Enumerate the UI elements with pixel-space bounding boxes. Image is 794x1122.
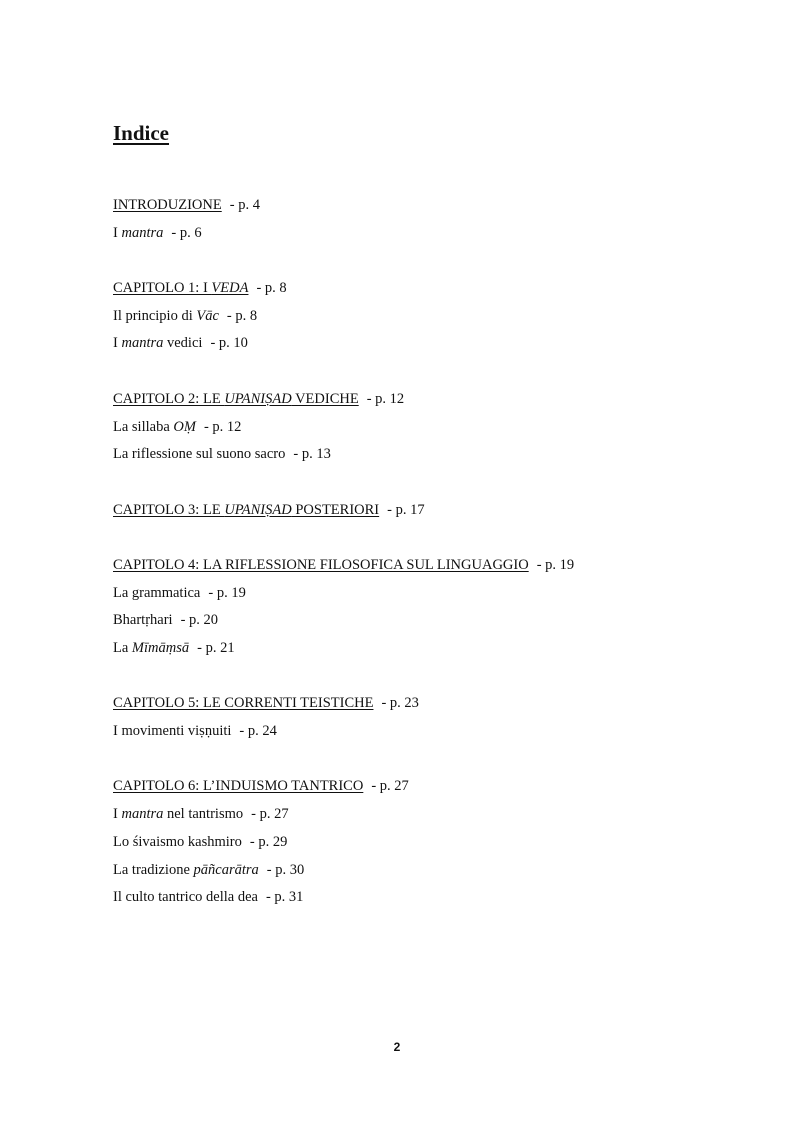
toc-title bbox=[113, 889, 258, 905]
toc-page-ref: - p. 27 bbox=[251, 806, 289, 823]
toc-title-part: vedici bbox=[163, 335, 203, 352]
toc-title-part: Il culto tantrico della dea bbox=[113, 889, 258, 906]
page-number: 2 bbox=[393, 1040, 401, 1054]
toc-spacer bbox=[113, 361, 713, 389]
toc-title-part: I bbox=[113, 806, 122, 823]
toc-title-part: CAPITOLO 4: LA RIFLESSIONE FILOSOFICA SUL LINGUAGGIO bbox=[113, 556, 529, 573]
toc-title-part: Lo śivaismo kashmiro bbox=[113, 833, 242, 850]
toc-page-ref: - p. 12 bbox=[203, 418, 242, 435]
toc-page-ref: - p. 13 bbox=[293, 446, 331, 463]
toc-page-ref: - p. 23 bbox=[381, 695, 419, 712]
toc-title-part: I bbox=[113, 335, 122, 352]
toc-entry bbox=[113, 638, 713, 666]
toc-title bbox=[113, 391, 359, 407]
toc-title-part: La riflessione sul suono sacro bbox=[113, 446, 286, 463]
toc-entry bbox=[113, 887, 713, 915]
toc-chapter bbox=[113, 555, 713, 583]
toc-spacer bbox=[113, 666, 713, 694]
toc-chapter bbox=[113, 500, 713, 528]
toc-chapter bbox=[113, 278, 713, 306]
toc-spacer bbox=[113, 749, 713, 777]
toc-title-part: CAPITOLO 2: LE bbox=[113, 390, 225, 407]
toc-title-part: La grammatica bbox=[113, 584, 201, 601]
toc-title bbox=[113, 640, 189, 656]
toc-title bbox=[113, 335, 202, 351]
toc-title-part: OṂ bbox=[173, 418, 196, 435]
toc-chapter bbox=[113, 776, 713, 804]
toc-title bbox=[113, 502, 379, 518]
toc-page-ref: - p. 12 bbox=[366, 390, 405, 407]
toc-page-ref: - p. 8 bbox=[226, 307, 258, 324]
toc-spacer bbox=[113, 527, 713, 555]
toc-entry bbox=[113, 804, 713, 832]
toc-title bbox=[113, 557, 529, 573]
toc-title bbox=[113, 308, 219, 324]
toc-chapter bbox=[113, 195, 713, 223]
toc-title bbox=[113, 446, 285, 462]
toc-title-part: VEDICHE bbox=[291, 390, 359, 407]
toc-title bbox=[113, 695, 373, 711]
toc-title-part: La tradizione bbox=[113, 861, 194, 878]
toc-chapter bbox=[113, 389, 713, 417]
toc-entry bbox=[113, 417, 713, 445]
toc-page-ref: - p. 21 bbox=[197, 640, 235, 656]
toc-page-ref: - p. 30 bbox=[266, 861, 305, 878]
toc-title-part: I movimenti viṣṇuiti bbox=[113, 723, 232, 740]
toc-title-part: Mīmāṃsā bbox=[131, 640, 190, 656]
toc-entry bbox=[113, 306, 713, 334]
toc-title-part: mantra bbox=[121, 224, 164, 241]
toc-page-ref: - p. 19 bbox=[536, 556, 575, 573]
toc-title-part: mantra bbox=[121, 335, 164, 352]
toc-page-ref: - p. 27 bbox=[371, 778, 409, 795]
toc-title-part: La bbox=[113, 640, 132, 656]
toc-page-ref: - p. 10 bbox=[210, 335, 248, 352]
toc-entry bbox=[113, 610, 713, 638]
toc-entry bbox=[113, 832, 713, 860]
toc-title-part: pāñcarātra bbox=[193, 861, 259, 878]
toc-entry bbox=[113, 860, 713, 888]
toc-page-ref: - p. 29 bbox=[249, 833, 288, 850]
toc-spacer bbox=[113, 250, 713, 278]
toc-title bbox=[113, 280, 248, 296]
toc-page-ref: - p. 4 bbox=[229, 197, 260, 213]
toc-entry bbox=[113, 721, 713, 749]
toc-page-ref: - p. 6 bbox=[171, 224, 202, 241]
toc-title bbox=[113, 723, 231, 739]
toc-title-part: I bbox=[113, 224, 122, 241]
toc-title-part: POSTERIORI bbox=[291, 501, 380, 518]
toc-title bbox=[113, 612, 173, 628]
toc-title bbox=[113, 778, 363, 794]
toc-title-part: CAPITOLO 3: LE bbox=[113, 501, 225, 518]
toc-page-ref: - p. 20 bbox=[180, 612, 219, 629]
toc-title bbox=[113, 585, 200, 601]
toc-title bbox=[113, 225, 163, 241]
toc-title bbox=[113, 834, 242, 850]
toc-title-part: Il principio di bbox=[113, 307, 197, 324]
toc-title-part: nel tantrismo bbox=[163, 806, 244, 823]
toc-spacer bbox=[113, 472, 713, 500]
toc-entry bbox=[113, 333, 713, 361]
toc-page-ref: - p. 31 bbox=[265, 889, 304, 906]
toc-title-part: INTRODUZIONE bbox=[113, 197, 222, 213]
toc-title-part: La sillaba bbox=[113, 418, 174, 435]
toc-title bbox=[113, 862, 259, 878]
toc-page-ref: - p. 24 bbox=[239, 723, 277, 740]
toc-page-ref: - p. 19 bbox=[208, 584, 246, 601]
toc-entry bbox=[113, 444, 713, 472]
toc-page-ref: - p. 17 bbox=[387, 501, 425, 518]
toc-entry bbox=[113, 223, 713, 251]
toc-title bbox=[113, 419, 196, 435]
toc-page-ref: - p. 8 bbox=[256, 280, 287, 297]
toc-title-part: UPANIṢAD bbox=[224, 501, 292, 518]
toc-title-part: UPANIṢAD bbox=[224, 390, 292, 407]
toc-title-part: Vāc bbox=[196, 307, 219, 324]
toc-title-part: CAPITOLO 6: L’INDUISMO TANTRICO bbox=[113, 778, 364, 795]
table-of-contents bbox=[113, 195, 713, 915]
toc-title bbox=[113, 806, 243, 822]
toc-title-part: mantra bbox=[121, 806, 164, 823]
toc-entry bbox=[113, 583, 713, 611]
toc-chapter bbox=[113, 693, 713, 721]
toc-title-part: Bhartṛhari bbox=[113, 612, 173, 629]
toc-title-part: VEDA bbox=[211, 280, 249, 297]
toc-title-part: CAPITOLO 1: I bbox=[113, 280, 212, 297]
page-title: Indice bbox=[113, 121, 170, 145]
toc-title-part: CAPITOLO 5: LE CORRENTI TEISTICHE bbox=[113, 695, 374, 712]
toc-title bbox=[113, 197, 222, 213]
